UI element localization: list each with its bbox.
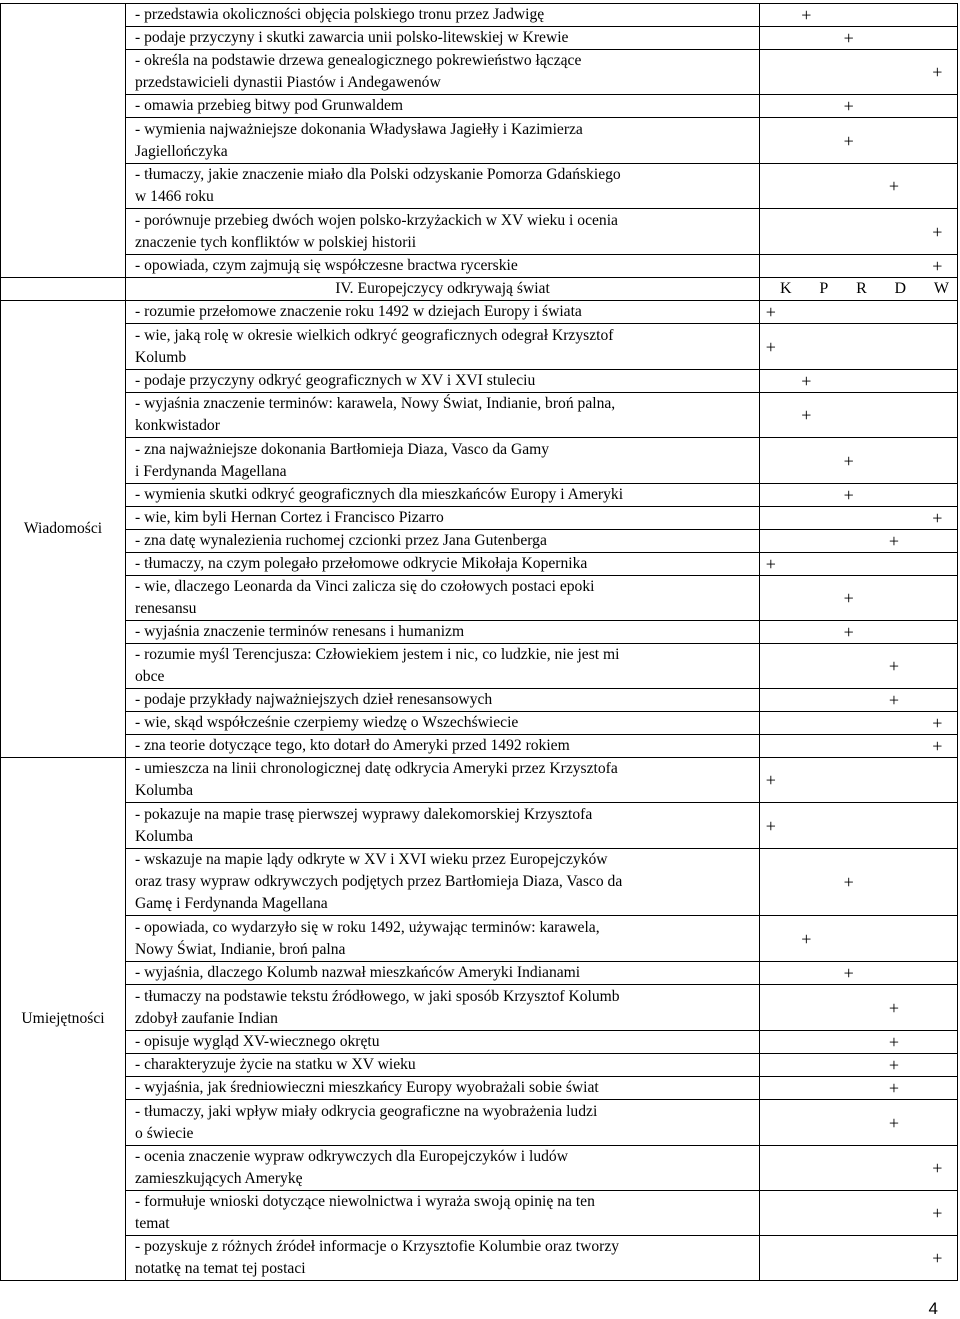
- requirement-line: konkwistador: [135, 417, 220, 434]
- level-label: D: [894, 280, 907, 297]
- requirement-text: [126, 4, 760, 27]
- plus-mark: +: [888, 1078, 900, 1098]
- requirement-text: [126, 803, 760, 849]
- table-row: [1, 50, 958, 95]
- requirement-line: zamieszkujących Amerykę: [135, 1170, 303, 1187]
- level-cell: [760, 438, 958, 484]
- plus-mark: +: [888, 997, 900, 1018]
- plus-mark: +: [843, 28, 854, 48]
- plus-mark: +: [888, 656, 900, 676]
- plus-mark: +: [888, 531, 900, 551]
- table-row: [1, 735, 958, 758]
- table-row: [1, 255, 958, 278]
- level-cell: [760, 507, 958, 530]
- plus-mark: +: [843, 622, 854, 642]
- requirement-line: i Ferdynanda Magellana: [135, 462, 287, 480]
- requirement-text: [126, 118, 760, 164]
- plus-mark: +: [801, 5, 812, 25]
- level-header: [760, 278, 958, 301]
- requirement-text: [126, 255, 760, 278]
- level-cell: [760, 484, 958, 507]
- plus-mark: +: [888, 1055, 900, 1075]
- plus-mark: +: [765, 336, 776, 357]
- requirement-line: - wymienia skutki odkryć geograficznych dla mieszkańców Europy i Ameryki: [135, 486, 624, 503]
- requirement-line: - podaje przykłady najważniejszych dzieł renesansowych: [135, 691, 493, 708]
- requirements-table-body: [1, 4, 958, 1281]
- requirement-line: - wie, jaką rolę w okresie wielkich odkryć geograficznych odegrał Krzysztof: [135, 326, 614, 344]
- level-cell: [760, 758, 958, 803]
- requirement-line: - przedstawia okoliczności objęcia polskiego tronu przez Jadwigę: [135, 6, 545, 23]
- requirement-line: Jagiellończyka: [135, 142, 228, 160]
- requirement-line: - wyjaśnia znaczenie terminów renesans i humanizm: [135, 623, 465, 640]
- section-title-text: Europejczycy odkrywają świat: [357, 280, 550, 297]
- requirement-text: [126, 1031, 760, 1054]
- level-cell: [760, 1191, 958, 1236]
- requirement-text: [126, 507, 760, 530]
- requirement-line: zdobył zaufanie Indian: [135, 1009, 278, 1027]
- level-cell: [760, 689, 958, 712]
- level-cell: [760, 1100, 958, 1146]
- table-row: [1, 1100, 958, 1146]
- requirement-line: - opowiada, czym zajmują się współczesne bractwa rycerskie: [135, 257, 518, 274]
- plus-mark: +: [932, 1203, 943, 1223]
- level-cell: [760, 209, 958, 255]
- level-cell: [760, 50, 958, 95]
- table-row: [1, 118, 958, 164]
- level-cell: [760, 962, 958, 985]
- table-row: [1, 621, 958, 644]
- table-row: [1, 849, 958, 916]
- requirement-line: - formułuje wnioski dotyczące niewolnictwa i wyraża swoją opinię na ten: [135, 1193, 595, 1210]
- requirement-text: [126, 484, 760, 507]
- plus-mark: +: [801, 405, 812, 425]
- requirement-line: o świecie: [135, 1124, 194, 1142]
- requirement-line: notatkę na temat tej postaci: [135, 1260, 306, 1277]
- level-label: K: [780, 280, 792, 297]
- requirement-text: [126, 712, 760, 735]
- requirement-line: - tłumaczy, na czym polegało przełomowe odkrycie Mikołaja Kopernika: [135, 555, 588, 572]
- requirement-line: - opisuje wygląd XV-wiecznego okrętu: [135, 1033, 380, 1050]
- plus-mark: +: [843, 963, 854, 983]
- requirement-text: [126, 849, 760, 916]
- plus-mark: +: [932, 62, 943, 82]
- table-row: [1, 962, 958, 985]
- requirement-line: - zna teorie dotyczące tego, kto dotarł do Ameryki przed 1492 rokiem: [135, 737, 570, 754]
- table-row: [1, 324, 958, 370]
- requirement-line: - ocenia znaczenie wypraw odkrywczych dla Europejczyków i ludów: [135, 1148, 568, 1165]
- page-number: 4: [928, 1299, 938, 1318]
- table-row: [1, 712, 958, 735]
- requirement-line: - podaje przyczyny odkryć geograficznych w XV i XVI stuleciu: [135, 372, 536, 389]
- plus-mark: +: [843, 96, 854, 116]
- plus-mark: +: [801, 371, 812, 391]
- table-row: [1, 758, 958, 803]
- plus-mark: +: [932, 256, 943, 276]
- level-cell: [760, 27, 958, 50]
- level-cell: [760, 301, 958, 324]
- table-row: [1, 1146, 958, 1191]
- plus-mark: +: [843, 450, 854, 471]
- section-header-spacer: [1, 278, 126, 301]
- requirement-line: Kolumba: [135, 782, 194, 799]
- level-label: R: [856, 280, 867, 297]
- requirement-text: [126, 758, 760, 803]
- table-row: [1, 370, 958, 393]
- requirement-text: [126, 393, 760, 438]
- requirement-text: [126, 1236, 760, 1281]
- requirement-line: - rozumie przełomowe znaczenie roku 1492 w dziejach Europy i świata: [135, 303, 582, 320]
- level-cell: [760, 712, 958, 735]
- requirement-line: - opowiada, co wydarzyło się w roku 1492, używając terminów: karawela,: [135, 918, 600, 936]
- plus-mark: +: [843, 588, 854, 608]
- plus-mark: +: [932, 1248, 943, 1268]
- table-row: [1, 438, 958, 484]
- level-cell: [760, 1054, 958, 1077]
- requirement-text: [126, 301, 760, 324]
- level-cell: [760, 735, 958, 758]
- requirement-line: - zna najważniejsze dokonania Bartłomieja Diaza, Vasco da Gamy: [135, 440, 550, 458]
- requirement-line: przedstawicieli dynastii Piastów i Andegawenów: [135, 74, 441, 91]
- level-cell: [760, 916, 958, 962]
- table-row: [1, 4, 958, 27]
- level-cell: [760, 1146, 958, 1191]
- requirement-text: [126, 164, 760, 209]
- requirement-text: [126, 50, 760, 95]
- requirement-line: - umieszcza na linii chronologicznej datę odkrycia Ameryki przez Krzysztofa: [135, 760, 618, 777]
- requirement-text: [126, 370, 760, 393]
- section-header-row: [1, 278, 958, 301]
- table-row: [1, 576, 958, 621]
- category-knowledge: Wiadomości: [1, 301, 126, 758]
- table-row: [1, 393, 958, 438]
- level-cell: [760, 985, 958, 1031]
- level-cell: [760, 530, 958, 553]
- table-row: [1, 95, 958, 118]
- requirement-text: [126, 644, 760, 689]
- level-cell: [760, 644, 958, 689]
- plus-mark: +: [932, 508, 943, 528]
- level-cell: [760, 576, 958, 621]
- requirement-line: - charakteryzuje życie na statku w XV wieku: [135, 1056, 416, 1073]
- requirement-line: Kolumba: [135, 827, 194, 845]
- table-row: [1, 1054, 958, 1077]
- requirement-text: [126, 438, 760, 484]
- plus-mark: +: [932, 736, 943, 756]
- table-row: [1, 484, 958, 507]
- requirement-line: - wskazuje na mapie lądy odkryte w XV i XVI wieku przez Europejczyków: [135, 851, 608, 868]
- requirement-text: [126, 553, 760, 576]
- requirement-text: [126, 1146, 760, 1191]
- table-row: [1, 985, 958, 1031]
- requirement-text: [126, 1100, 760, 1146]
- table-row: [1, 1191, 958, 1236]
- table-row: [1, 1031, 958, 1054]
- table-row: [1, 689, 958, 712]
- requirement-line: - zna datę wynalezienia ruchomej czcionki przez Jana Gutenberga: [135, 532, 547, 549]
- requirement-line: - rozumie myśl Terencjusza: Człowiekiem jestem i nic, co ludzkie, nie jest mi: [135, 646, 620, 663]
- level-cell: [760, 1031, 958, 1054]
- plus-mark: +: [932, 221, 943, 242]
- plus-mark: +: [843, 485, 854, 505]
- requirement-line: - pokazuje na mapie trasę pierwszej wyprawy dalekomorskiej Krzysztofa: [135, 805, 593, 823]
- level-cell: [760, 393, 958, 438]
- requirement-line: obce: [135, 668, 165, 685]
- category-skills: Umiejętności: [1, 758, 126, 1281]
- requirement-text: [126, 209, 760, 255]
- requirement-text: [126, 1077, 760, 1100]
- table-row: [1, 916, 958, 962]
- table-row: [1, 164, 958, 209]
- level-cell: [760, 118, 958, 164]
- table-row: [1, 301, 958, 324]
- plus-mark: +: [765, 770, 776, 790]
- table-row: [1, 507, 958, 530]
- table-row: [1, 644, 958, 689]
- requirement-line: - tłumaczy na podstawie tekstu źródłowego, w jaki sposób Krzysztof Kolumb: [135, 987, 620, 1005]
- requirement-text: [126, 95, 760, 118]
- requirement-line: oraz trasy wypraw odkrywczych podjętych przez Bartłomieja Diaza, Vasco da: [135, 873, 623, 890]
- level-cell: [760, 803, 958, 849]
- requirement-text: [126, 621, 760, 644]
- plus-mark: +: [765, 302, 776, 322]
- table-row: [1, 27, 958, 50]
- plus-mark: +: [801, 928, 812, 949]
- section-title: [126, 278, 760, 301]
- table-row: [1, 803, 958, 849]
- level-cell: [760, 1236, 958, 1281]
- table-row: [1, 209, 958, 255]
- requirements-table: [0, 3, 958, 1281]
- requirement-line: - tłumaczy, jakie znaczenie miało dla Polski odzyskanie Pomorza Gdańskiego: [135, 166, 621, 183]
- requirement-line: - porównuje przebieg dwóch wojen polsko-krzyżackich w XV wieku i ocenia: [135, 211, 618, 229]
- requirement-line: - pozyskuje z różnych źródeł informacje o Krzysztofie Kolumbie oraz tworzy: [135, 1238, 620, 1255]
- requirement-line: renesansu: [135, 600, 197, 617]
- requirement-line: - tłumaczy, jaki wpływ miały odkrycia geograficzne na wyobrażenia ludzi: [135, 1102, 598, 1120]
- level-cell: [760, 1077, 958, 1100]
- level-cell: [760, 164, 958, 209]
- plus-mark: +: [765, 815, 776, 836]
- table-row: [1, 530, 958, 553]
- plus-mark: +: [888, 1112, 900, 1133]
- plus-mark: +: [888, 1032, 900, 1052]
- requirement-line: znaczenie tych konfliktów w polskiej historii: [135, 233, 417, 251]
- requirement-text: [126, 916, 760, 962]
- requirement-text: [126, 1191, 760, 1236]
- plus-mark: +: [888, 690, 900, 710]
- requirement-text: [126, 576, 760, 621]
- requirement-line: w 1466 roku: [135, 188, 214, 205]
- level-cell: [760, 849, 958, 916]
- requirement-line: - wie, kim byli Hernan Cortez i Francisco Pizarro: [135, 509, 444, 526]
- requirement-text: [126, 962, 760, 985]
- table-row: [1, 1236, 958, 1281]
- level-cell: [760, 553, 958, 576]
- requirement-text: [126, 530, 760, 553]
- plus-mark: +: [932, 713, 943, 733]
- plus-mark: +: [765, 554, 776, 574]
- requirement-line: - wymienia najważniejsze dokonania Władysława Jagiełły i Kazimierza: [135, 120, 583, 138]
- requirement-line: - określa na podstawie drzewa genealogicznego pokrewieństwo łączące: [135, 52, 582, 69]
- requirement-text: [126, 985, 760, 1031]
- requirement-line: Nowy Świat, Indianie, broń palna: [135, 940, 346, 958]
- requirement-text: [126, 689, 760, 712]
- level-cell: [760, 370, 958, 393]
- level-label: W: [933, 280, 949, 297]
- level-cell: [760, 95, 958, 118]
- table-row: [1, 553, 958, 576]
- level-label: P: [819, 280, 829, 297]
- requirement-line: - wie, skąd współcześnie czerpiemy wiedzę o Wszechświecie: [135, 714, 519, 731]
- requirement-text: [126, 735, 760, 758]
- plus-mark: +: [843, 872, 854, 892]
- level-cell: [760, 621, 958, 644]
- requirement-line: - omawia przebieg bitwy pod Grunwaldem: [135, 97, 404, 114]
- plus-mark: +: [932, 1158, 943, 1178]
- plus-mark: +: [888, 176, 900, 196]
- table-row: [1, 1077, 958, 1100]
- level-cell: [760, 4, 958, 27]
- requirement-line: Kolumb: [135, 348, 187, 366]
- requirement-text: [126, 324, 760, 370]
- level-cell: [760, 324, 958, 370]
- requirement-text: [126, 27, 760, 50]
- level-cell: [760, 255, 958, 278]
- requirement-text: [126, 1054, 760, 1077]
- category-cell-empty: [1, 4, 126, 278]
- requirement-line: temat: [135, 1215, 170, 1232]
- requirement-line: - wyjaśnia, dlaczego Kolumb nazwał mieszkańców Ameryki Indianami: [135, 964, 581, 981]
- plus-mark: +: [843, 130, 854, 151]
- requirement-line: - wie, dlaczego Leonarda da Vinci zalicza się do czołowych postaci epoki: [135, 578, 595, 595]
- requirement-line: - wyjaśnia, jak średniowieczni mieszkańcy Europy wyobrażali sobie świat: [135, 1079, 599, 1096]
- requirement-line: - podaje przyczyny i skutki zawarcia unii polsko-litewskiej w Krewie: [135, 29, 569, 46]
- section-number: IV.: [335, 280, 354, 297]
- requirement-line: Gamę i Ferdynanda Magellana: [135, 895, 328, 912]
- requirement-line: - wyjaśnia znaczenie terminów: karawela, Nowy Świat, Indianie, broń palna,: [135, 395, 616, 412]
